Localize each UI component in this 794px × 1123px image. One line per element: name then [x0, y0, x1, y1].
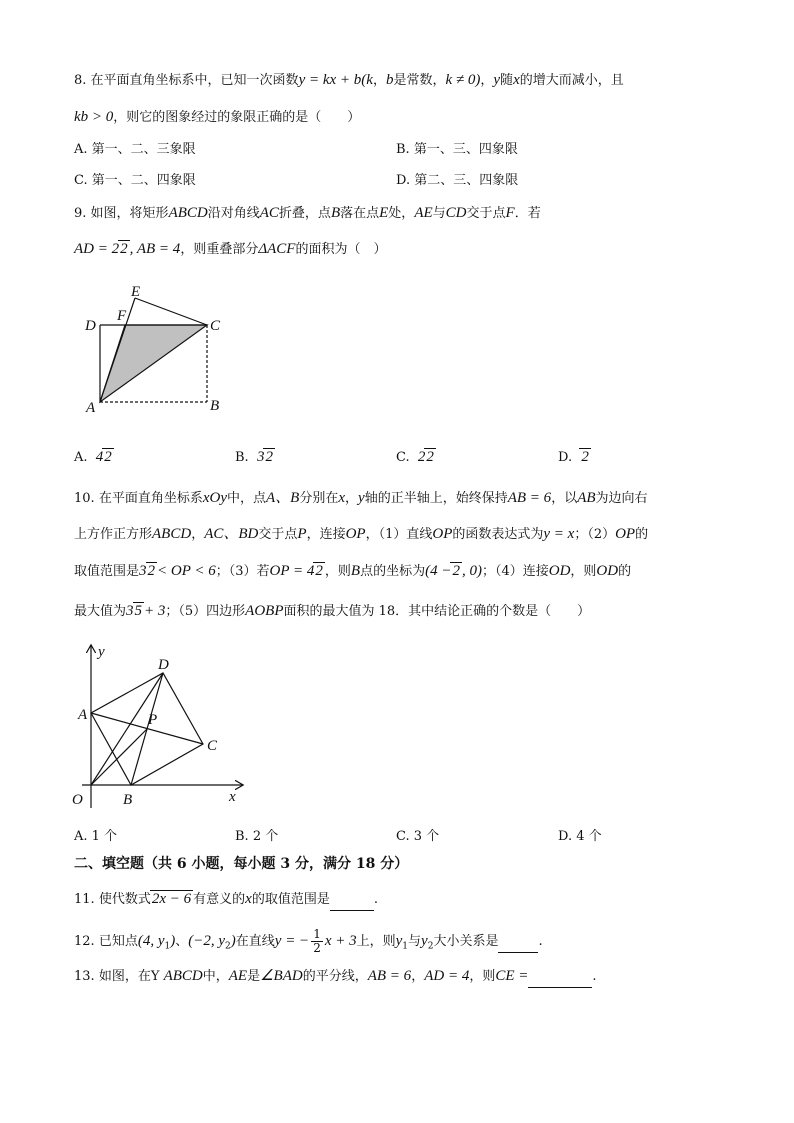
- q10-line3: 取值范围是32 < OP < 6；（3）若OP = 42 ，则B点的坐标为(4 −2 , 0)；（4）连接OD，则OD的: [74, 563, 632, 579]
- section-heading: 二、填空题（共 6 小题，每小题 3 分，满分 18 分）: [74, 856, 409, 872]
- q9-option-a: A. 42: [74, 449, 112, 465]
- q10-figure: [68, 640, 248, 812]
- q9-line2: AD = 22 , AB = 4，则重叠部分ΔACF的面积为（ ）: [74, 241, 387, 257]
- q8-option-b: B. 第一、三、四象限: [396, 142, 518, 157]
- q9-figure: [80, 280, 230, 415]
- q9-label-c: C: [210, 318, 221, 334]
- q9-shaded-triangle: [100, 325, 207, 402]
- q9-option-b: B. 32: [235, 449, 273, 465]
- q9-option-c: C. 22: [396, 449, 434, 465]
- q8-option-c: C. 第一、二、四象限: [74, 173, 196, 188]
- q10-line1: 10. 在平面直角坐标系xOy中，点A、B分别在x，y轴的正半轴上，始终保持AB = 6，以AB为边向右: [74, 490, 648, 506]
- q10-segment-od: [91, 673, 163, 785]
- q9-label-e: E: [131, 284, 141, 300]
- q10-option-d: D. 4 个: [558, 829, 602, 844]
- q8-line1: 8. 在平面直角坐标系中，已知一次函数y = kx + b(k，b是常数，k ≠ 0)，y随x的增大而减小，且: [74, 72, 624, 88]
- q10-label-o: O: [72, 792, 83, 808]
- q13-answer-blank[interactable]: [528, 967, 592, 988]
- q8-option-a: A. 第一、二、三象限: [74, 142, 196, 157]
- q9-side-ec: [135, 298, 207, 325]
- q9-option-d: D. 2: [558, 449, 589, 465]
- q10-label-y: y: [98, 644, 105, 660]
- q12-answer-blank[interactable]: [498, 932, 538, 953]
- q10-label-x: x: [229, 789, 236, 805]
- q10-label-c: C: [207, 738, 218, 754]
- q10-line4: 最大值为35 + 3；（5）四边形AOBP面积的最大值为 18．其中结论正确的个数是（ ）: [74, 603, 591, 619]
- q11-line: 11. 使代数式2x − 6 有意义的x的取值范围是 .: [74, 889, 734, 911]
- q9-label-d: D: [85, 318, 96, 334]
- q9-label-b: B: [210, 398, 220, 414]
- q10-option-b: B. 2 个: [235, 829, 279, 844]
- q10-option-a: A. 1 个: [74, 829, 118, 844]
- q10-option-c: C. 3 个: [396, 829, 440, 844]
- q8-line2: kb > 0，则它的图象经过的象限正确的是（ ）: [74, 109, 361, 125]
- q11-radical: 2x − 6: [151, 891, 192, 907]
- q10-line2: 上方作正方形ABCD，AC、BD交于点P，连接OP，（1）直线OP的函数表达式为y = x；（2）OP的: [74, 526, 649, 542]
- q8-option-d: D. 第二、三、四象限: [396, 173, 519, 188]
- q10-label-d: D: [158, 657, 169, 673]
- q10-label-a: A: [78, 707, 88, 723]
- q10-label-b: B: [123, 792, 133, 808]
- q9-line1: 9. 如图，将矩形ABCD沿对角线AC折叠，点B落在点E处，AE与CD交于点F．若: [74, 205, 541, 221]
- q12-line: 12. 已知点(4, $y_1$)、(−2, $y_2$)在直线y = − $\frac{1}{2}$ x + 3上，则$y_1$与$y_2$大小关系是 .: [74, 927, 543, 955]
- q9-label-a: A: [86, 400, 96, 415]
- q12-fraction: $\frac{1}{2}$: [313, 927, 321, 955]
- q9-label-f: F: [117, 308, 127, 324]
- q13-line: 13. 如图，在Y ABCD中，AE是∠BAD的平分线，AB = 6，AD = 4，则CE = .: [74, 966, 734, 988]
- q11-answer-blank[interactable]: [330, 890, 374, 911]
- q10-label-p: P: [148, 712, 158, 728]
